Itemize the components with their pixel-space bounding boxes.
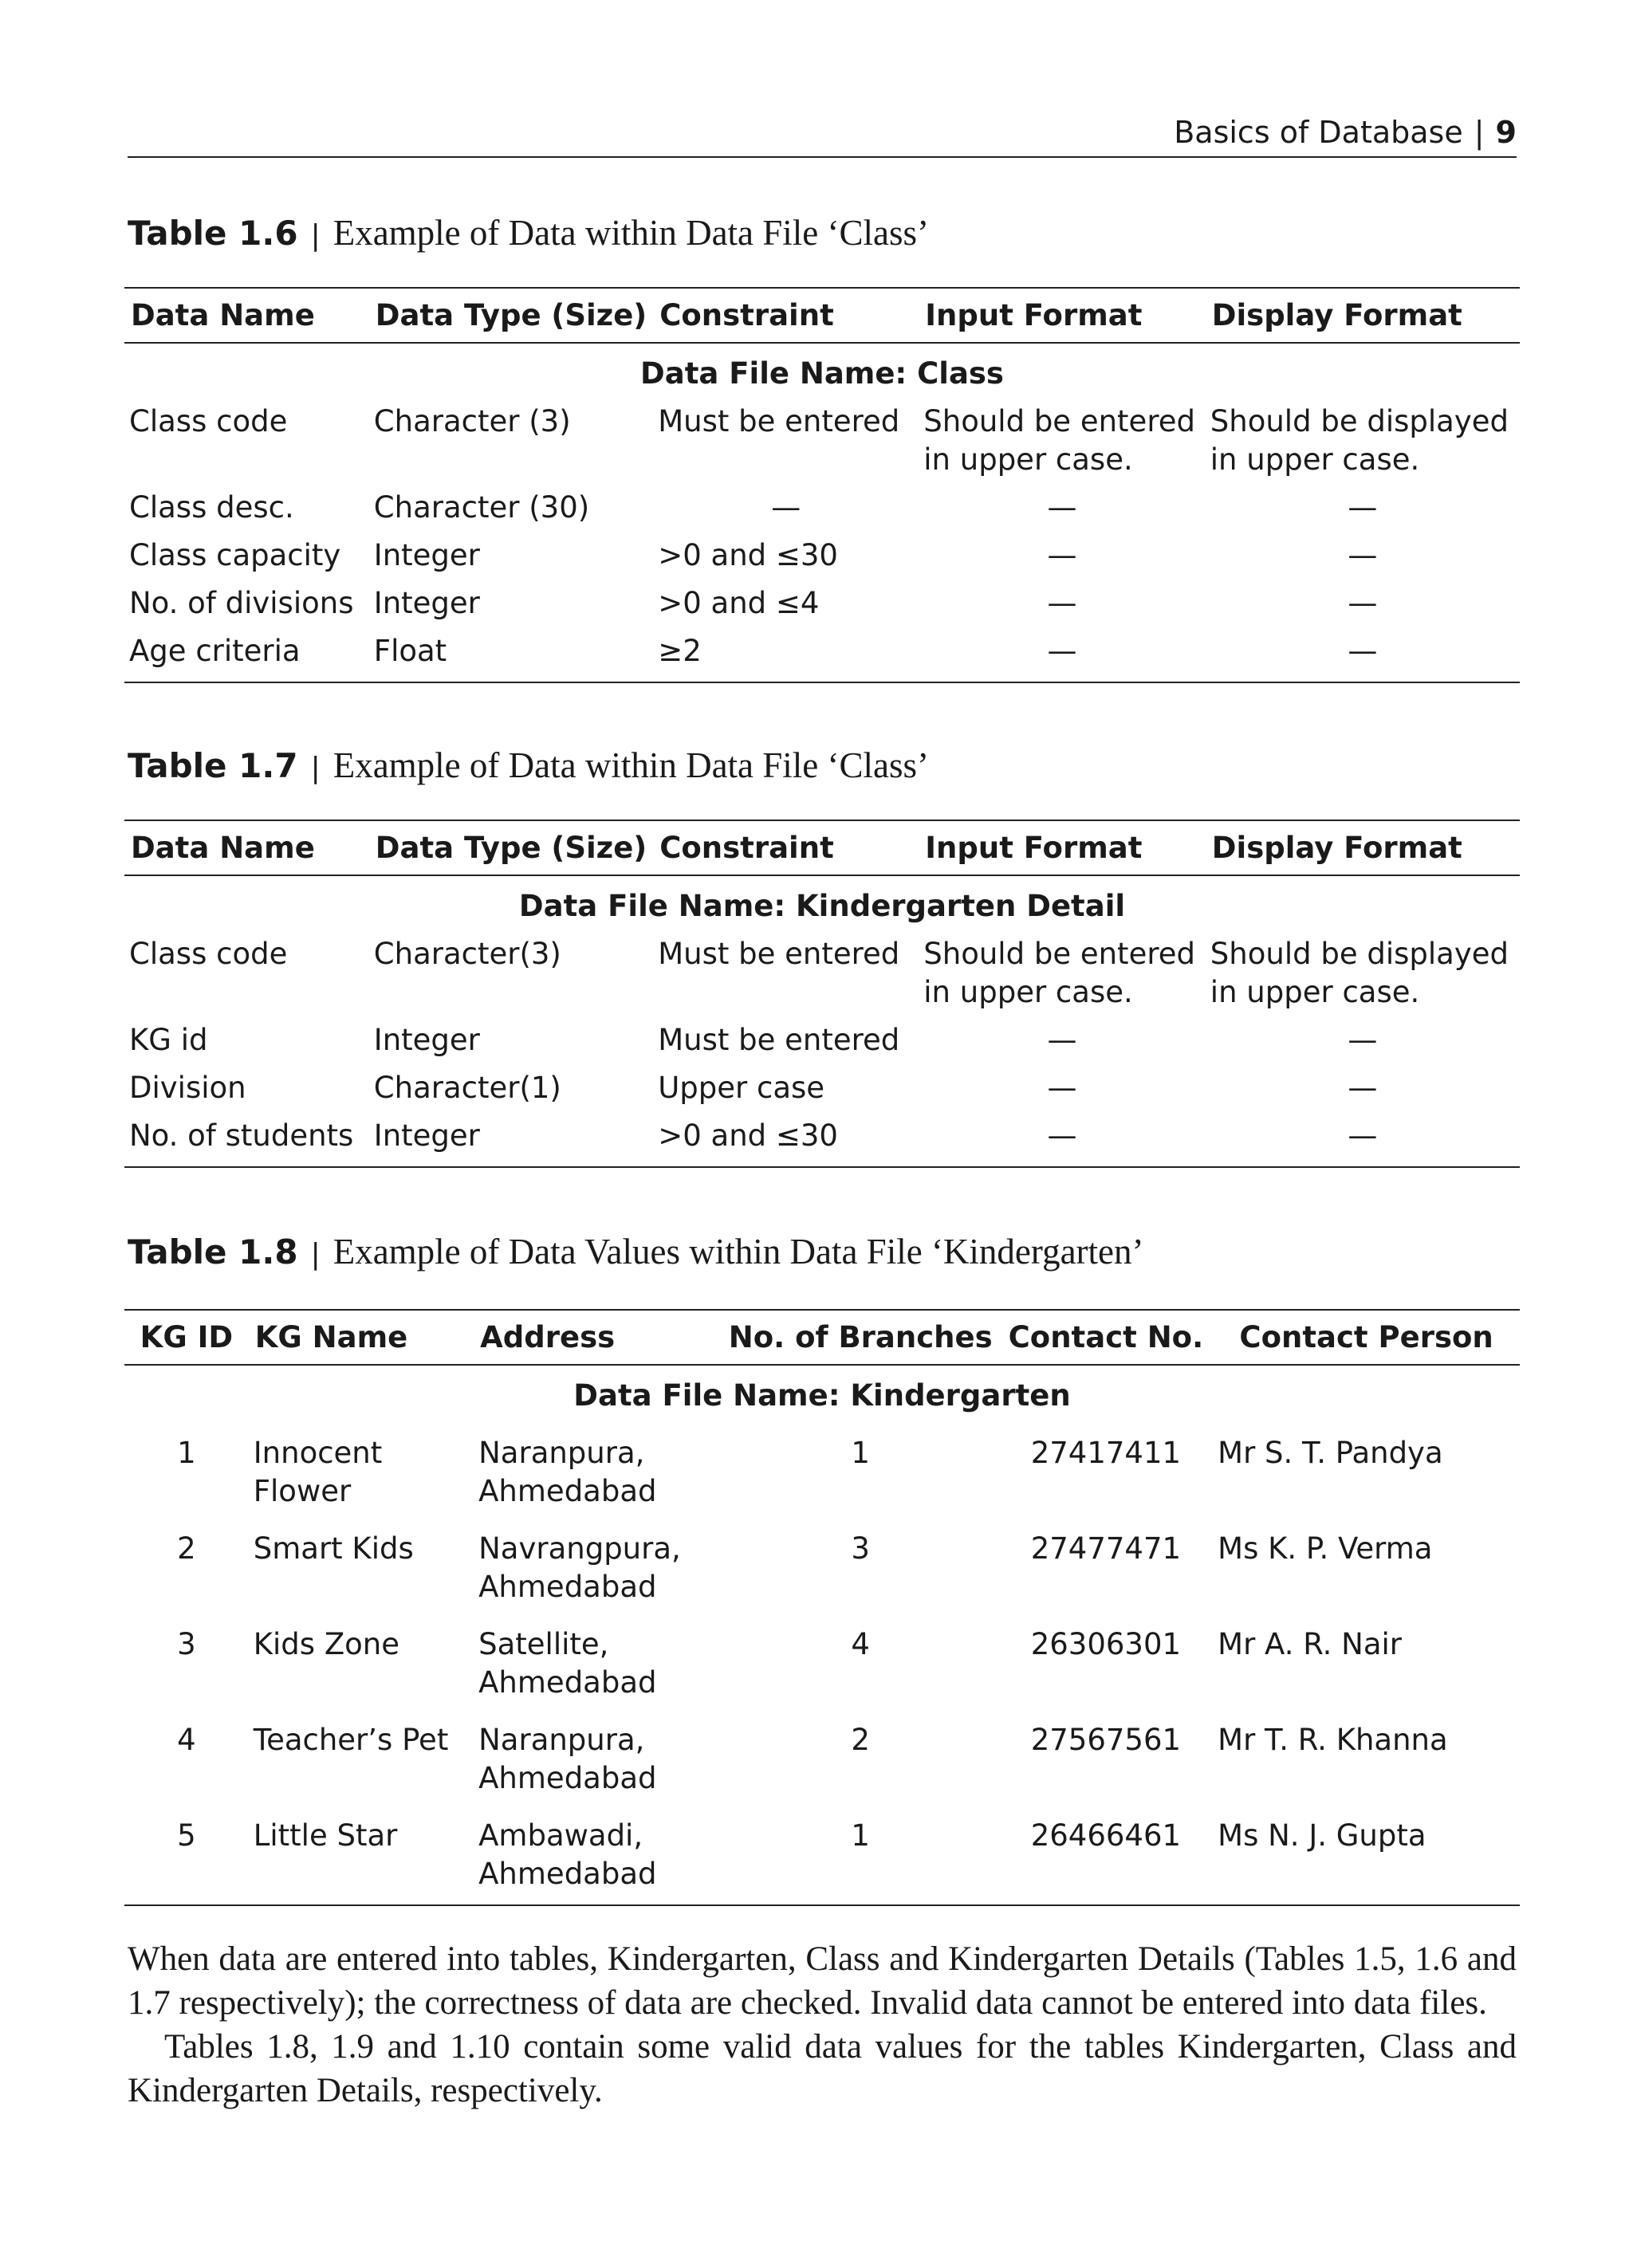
table-cell: Class desc. [129,490,294,525]
table-cell: Must be entered [658,1023,900,1057]
table-cell: Teacher’s Pet [253,1723,449,1757]
table-cell: Mr S. T. Pandya [1218,1436,1443,1470]
table-cell: 2 [851,1723,870,1757]
table-cell: Kids Zone [253,1627,400,1661]
table-cell: Upper case [658,1071,825,1105]
data-file-name: Data File Name: Class [640,356,1004,391]
running-header [1174,115,1517,150]
data-file-name: Data File Name: Kindergarten [573,1378,1071,1413]
column-header: Display Format [1211,298,1462,332]
table-cell: Class capacity [129,538,341,572]
column-header: KG Name [254,1320,408,1354]
data-file-name-row [124,343,1520,398]
table-cell: — [1047,1023,1077,1057]
table-cell: 3 [851,1531,870,1566]
caption-text: Example of Data within Data File ‘Class’ [333,213,930,253]
column-header: No. of Branches [728,1320,993,1354]
table-cell: Must be entered [658,404,900,438]
table-cell: — [1348,586,1378,620]
running-title: Basics of Database [1174,115,1463,150]
table-cell: 1 [177,1436,196,1470]
table-row [124,930,1520,1016]
caption-bar: | [310,752,321,784]
table-cell: Character(1) [373,1071,561,1105]
table-cell: — [1047,586,1077,620]
table-cell: >0 and ≤30 [658,538,838,572]
table-cell: — [1047,634,1077,668]
table-cell: 27417411 [1030,1436,1182,1470]
table-cell: 26306301 [1030,1627,1182,1661]
table-cell: 27477471 [1030,1531,1182,1566]
table-1-8-caption [128,1231,1144,1272]
column-header: Contact No. [1008,1320,1204,1354]
table-cell: Mr A. R. Nair [1218,1627,1402,1661]
table-header-row [124,1310,1520,1365]
table-cell: Class code [129,937,288,971]
page-number: 9 [1495,115,1517,150]
table-cell: KG id [129,1023,208,1057]
table-cell: — [1047,490,1077,525]
table-cell: — [1047,1071,1077,1105]
table-cell: Should be displayed in upper case. [1210,404,1509,477]
table-label: Table 1.8 [128,1232,298,1272]
table-1-6 [124,287,1520,683]
table-cell: — [1348,538,1378,572]
table-cell: Integer [373,1118,480,1153]
caption-bar: | [310,219,321,252]
table-cell: — [771,490,801,525]
table-cell: No. of divisions [129,586,354,620]
caption-text: Example of Data within Data File ‘Class’ [333,745,930,785]
body-text [128,1937,1517,2113]
table-label: Table 1.7 [128,746,298,785]
table-cell: Character (3) [373,404,571,438]
header-rule [128,156,1517,158]
table-cell: — [1047,1118,1077,1153]
table-row [124,1420,1520,1515]
table-cell: 4 [851,1627,870,1661]
table-row [124,580,1520,627]
table-cell: >0 and ≤4 [658,586,820,620]
table-row [124,1064,1520,1112]
table-cell: Ms K. P. Verma [1218,1531,1433,1566]
table-1-7-caption [128,745,929,786]
column-header: Data Name [131,831,315,865]
table-cell: 5 [177,1818,196,1853]
column-header: Data Type (Size) [375,831,647,865]
column-header: Address [480,1320,616,1354]
table-cell: Navrangpura, Ahmedabad [478,1531,681,1604]
table-row [124,484,1520,532]
table-header-row [124,820,1520,875]
table-row [124,1802,1520,1905]
table-cell: Naranpura, Ahmedabad [478,1723,657,1795]
table-cell: Satellite, Ahmedabad [478,1627,657,1700]
table-cell: Mr T. R. Khanna [1218,1723,1448,1757]
paragraph: When data are entered into tables, Kindergarten, Class and Kindergarten Details (Tables 1.5, 1.6 and 1.7 respectively); the correctness of data are checked. Invalid data cannot be entered into data files. [128,1940,1517,2022]
table-cell: 4 [177,1723,196,1757]
caption-bar: | [310,1238,321,1271]
table-cell: Little Star [253,1818,398,1853]
table-cell: No. of students [129,1118,354,1153]
table-cell: 1 [851,1818,870,1853]
table-cell: 2 [177,1531,196,1566]
column-header: Input Format [925,831,1143,865]
header-separator: | [1474,115,1485,150]
table-cell: Age criteria [129,634,301,668]
column-header: Constraint [659,298,834,332]
table-cell: 26466461 [1030,1818,1182,1853]
table-cell: Integer [373,586,480,620]
table-cell: 27567561 [1030,1723,1182,1757]
table-1-6-caption [128,212,929,254]
column-header: KG ID [140,1320,234,1354]
data-file-name: Data File Name: Kindergarten Detail [518,889,1126,923]
table-cell: Must be entered [658,937,900,971]
table-cell: — [1348,1071,1378,1105]
table-1-8 [124,1309,1520,1906]
table-cell: Character(3) [373,937,561,971]
paragraph: Tables 1.8, 1.9 and 1.10 contain some valid data values for the tables Kindergarten, Class and Kindergarten Details, respectively. [128,2028,1517,2109]
table-row [124,627,1520,682]
column-header: Data Type (Size) [375,298,647,332]
table-header-row [124,288,1520,343]
table-cell: — [1047,538,1077,572]
column-header: Contact Person [1239,1320,1493,1354]
table-row [124,1016,1520,1064]
table-cell: Should be entered in upper case. [923,937,1195,1009]
table-row [124,1707,1520,1802]
table-cell: Should be displayed in upper case. [1210,937,1509,1009]
table-cell: ≥2 [658,634,702,668]
table-row [124,532,1520,580]
table-cell: Ms N. J. Gupta [1218,1818,1426,1853]
table-row [124,1515,1520,1611]
column-header: Input Format [925,298,1143,332]
table-cell: Class code [129,404,288,438]
table-cell: — [1348,1023,1378,1057]
data-file-name-row [124,875,1520,930]
table-1-7 [124,820,1520,1168]
table-cell: Float [373,634,447,668]
table-cell: Should be entered in upper case. [923,404,1195,477]
column-header: Display Format [1211,831,1462,865]
table-cell: — [1348,634,1378,668]
table-row [124,1112,1520,1167]
table-cell: Integer [373,538,480,572]
table-cell: 3 [177,1627,196,1661]
table-cell: Division [129,1071,246,1105]
table-cell: Smart Kids [253,1531,414,1566]
table-cell: Integer [373,1023,480,1057]
table-cell: Naranpura, Ahmedabad [478,1436,657,1508]
table-cell: Ambawadi, Ahmedabad [478,1818,657,1891]
table-cell: >0 and ≤30 [658,1118,838,1153]
column-header: Data Name [131,298,315,332]
table-cell: Character (30) [373,490,590,525]
table-label: Table 1.6 [128,214,298,253]
table-row [124,1611,1520,1707]
data-file-name-row [124,1365,1520,1420]
table-cell: — [1348,1118,1378,1153]
column-header: Constraint [659,831,834,865]
caption-text: Example of Data Values within Data File ‘Kindergarten’ [333,1232,1144,1272]
table-cell: 1 [851,1436,870,1470]
table-cell: — [1348,490,1378,525]
table-row [124,398,1520,484]
table-cell: Innocent Flower [253,1436,383,1508]
